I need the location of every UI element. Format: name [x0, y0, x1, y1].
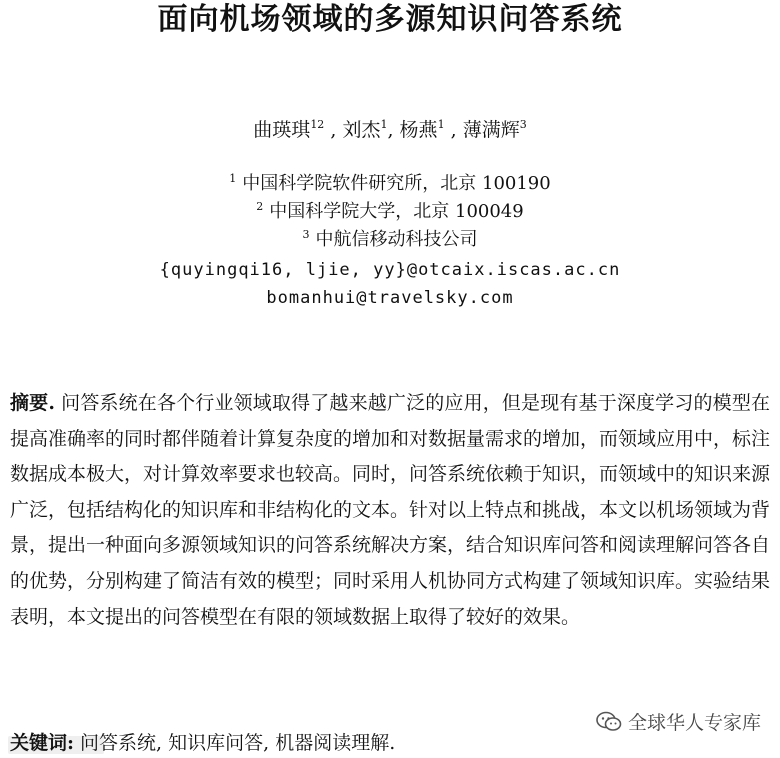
- author-name: 刘杰: [342, 119, 381, 141]
- affiliation-sup: 1: [229, 172, 237, 185]
- paper-title: 面向机场领域的多源知识问答系统: [157, 2, 623, 37]
- author-affil-sup: 3: [519, 118, 527, 131]
- affiliation-1: [0, 171, 780, 197]
- watermark: [596, 708, 761, 735]
- affiliation-sup: 2: [256, 200, 264, 213]
- affiliation-2: [0, 199, 780, 225]
- author-separator: ,: [444, 119, 463, 141]
- affiliation-text: 中航信移动科技公司: [315, 229, 478, 250]
- author-separator: ,: [387, 119, 400, 141]
- affiliation-text: 中国科学院软件研究所，北京 100190: [242, 173, 551, 194]
- affiliation-3: [0, 227, 780, 253]
- author-name: 薄满辉: [462, 119, 520, 141]
- author-separator: ,: [324, 119, 343, 141]
- affiliation-sup: 3: [302, 228, 310, 241]
- affiliation-text: 中国科学院大学，北京 100049: [269, 201, 524, 222]
- email-line-1: {quyingqi16, ljie, yy}@otcaix.iscas.ac.cn: [159, 260, 621, 280]
- author-name: 杨燕: [399, 119, 438, 141]
- abstract: [10, 386, 770, 635]
- wechat-icon: [596, 711, 622, 733]
- author-affil-sup: 1: [380, 118, 388, 131]
- author-name: 曲瑛琪: [253, 119, 311, 141]
- author-list: [0, 115, 780, 145]
- abstract-text: 问答系统在各个行业领域取得了越来越广泛的应用，但是现有基于深度学习的模型在提高准确率的同时都伴随着计算复杂度的增加和对数据量需求的增加，而领域应用中，标注数据成本极大，对计算效率要求也较高。同时，问答系统依赖于知识，而领域中的知识来源广泛，包括结构化的知识库和非结构化的文本。针对以上特点和挑战，本文以机场领域为背景，提出一种面向多源领域知识的问答系统解决方案，结合知识库问答和阅读理解问答各自的优势，分别构建了简洁有效的模型；同时采用人机协同方式构建了领域知识库。实验结果表明，本文提出的问答模型在有限的领域数据上取得了较好的效果。: [10, 392, 771, 628]
- watermark-text: 全球华人专家库: [628, 712, 762, 734]
- keywords-text: 问答系统, 知识库问答, 机器阅读理解.: [74, 732, 396, 754]
- email-line-2: bomanhui@travelsky.com: [266, 288, 514, 308]
- abstract-label: 摘要.: [10, 392, 55, 414]
- author-affil-sup: 12: [310, 118, 325, 131]
- author-affil-sup: 1: [437, 118, 445, 131]
- keywords-label: 关键词:: [10, 732, 75, 754]
